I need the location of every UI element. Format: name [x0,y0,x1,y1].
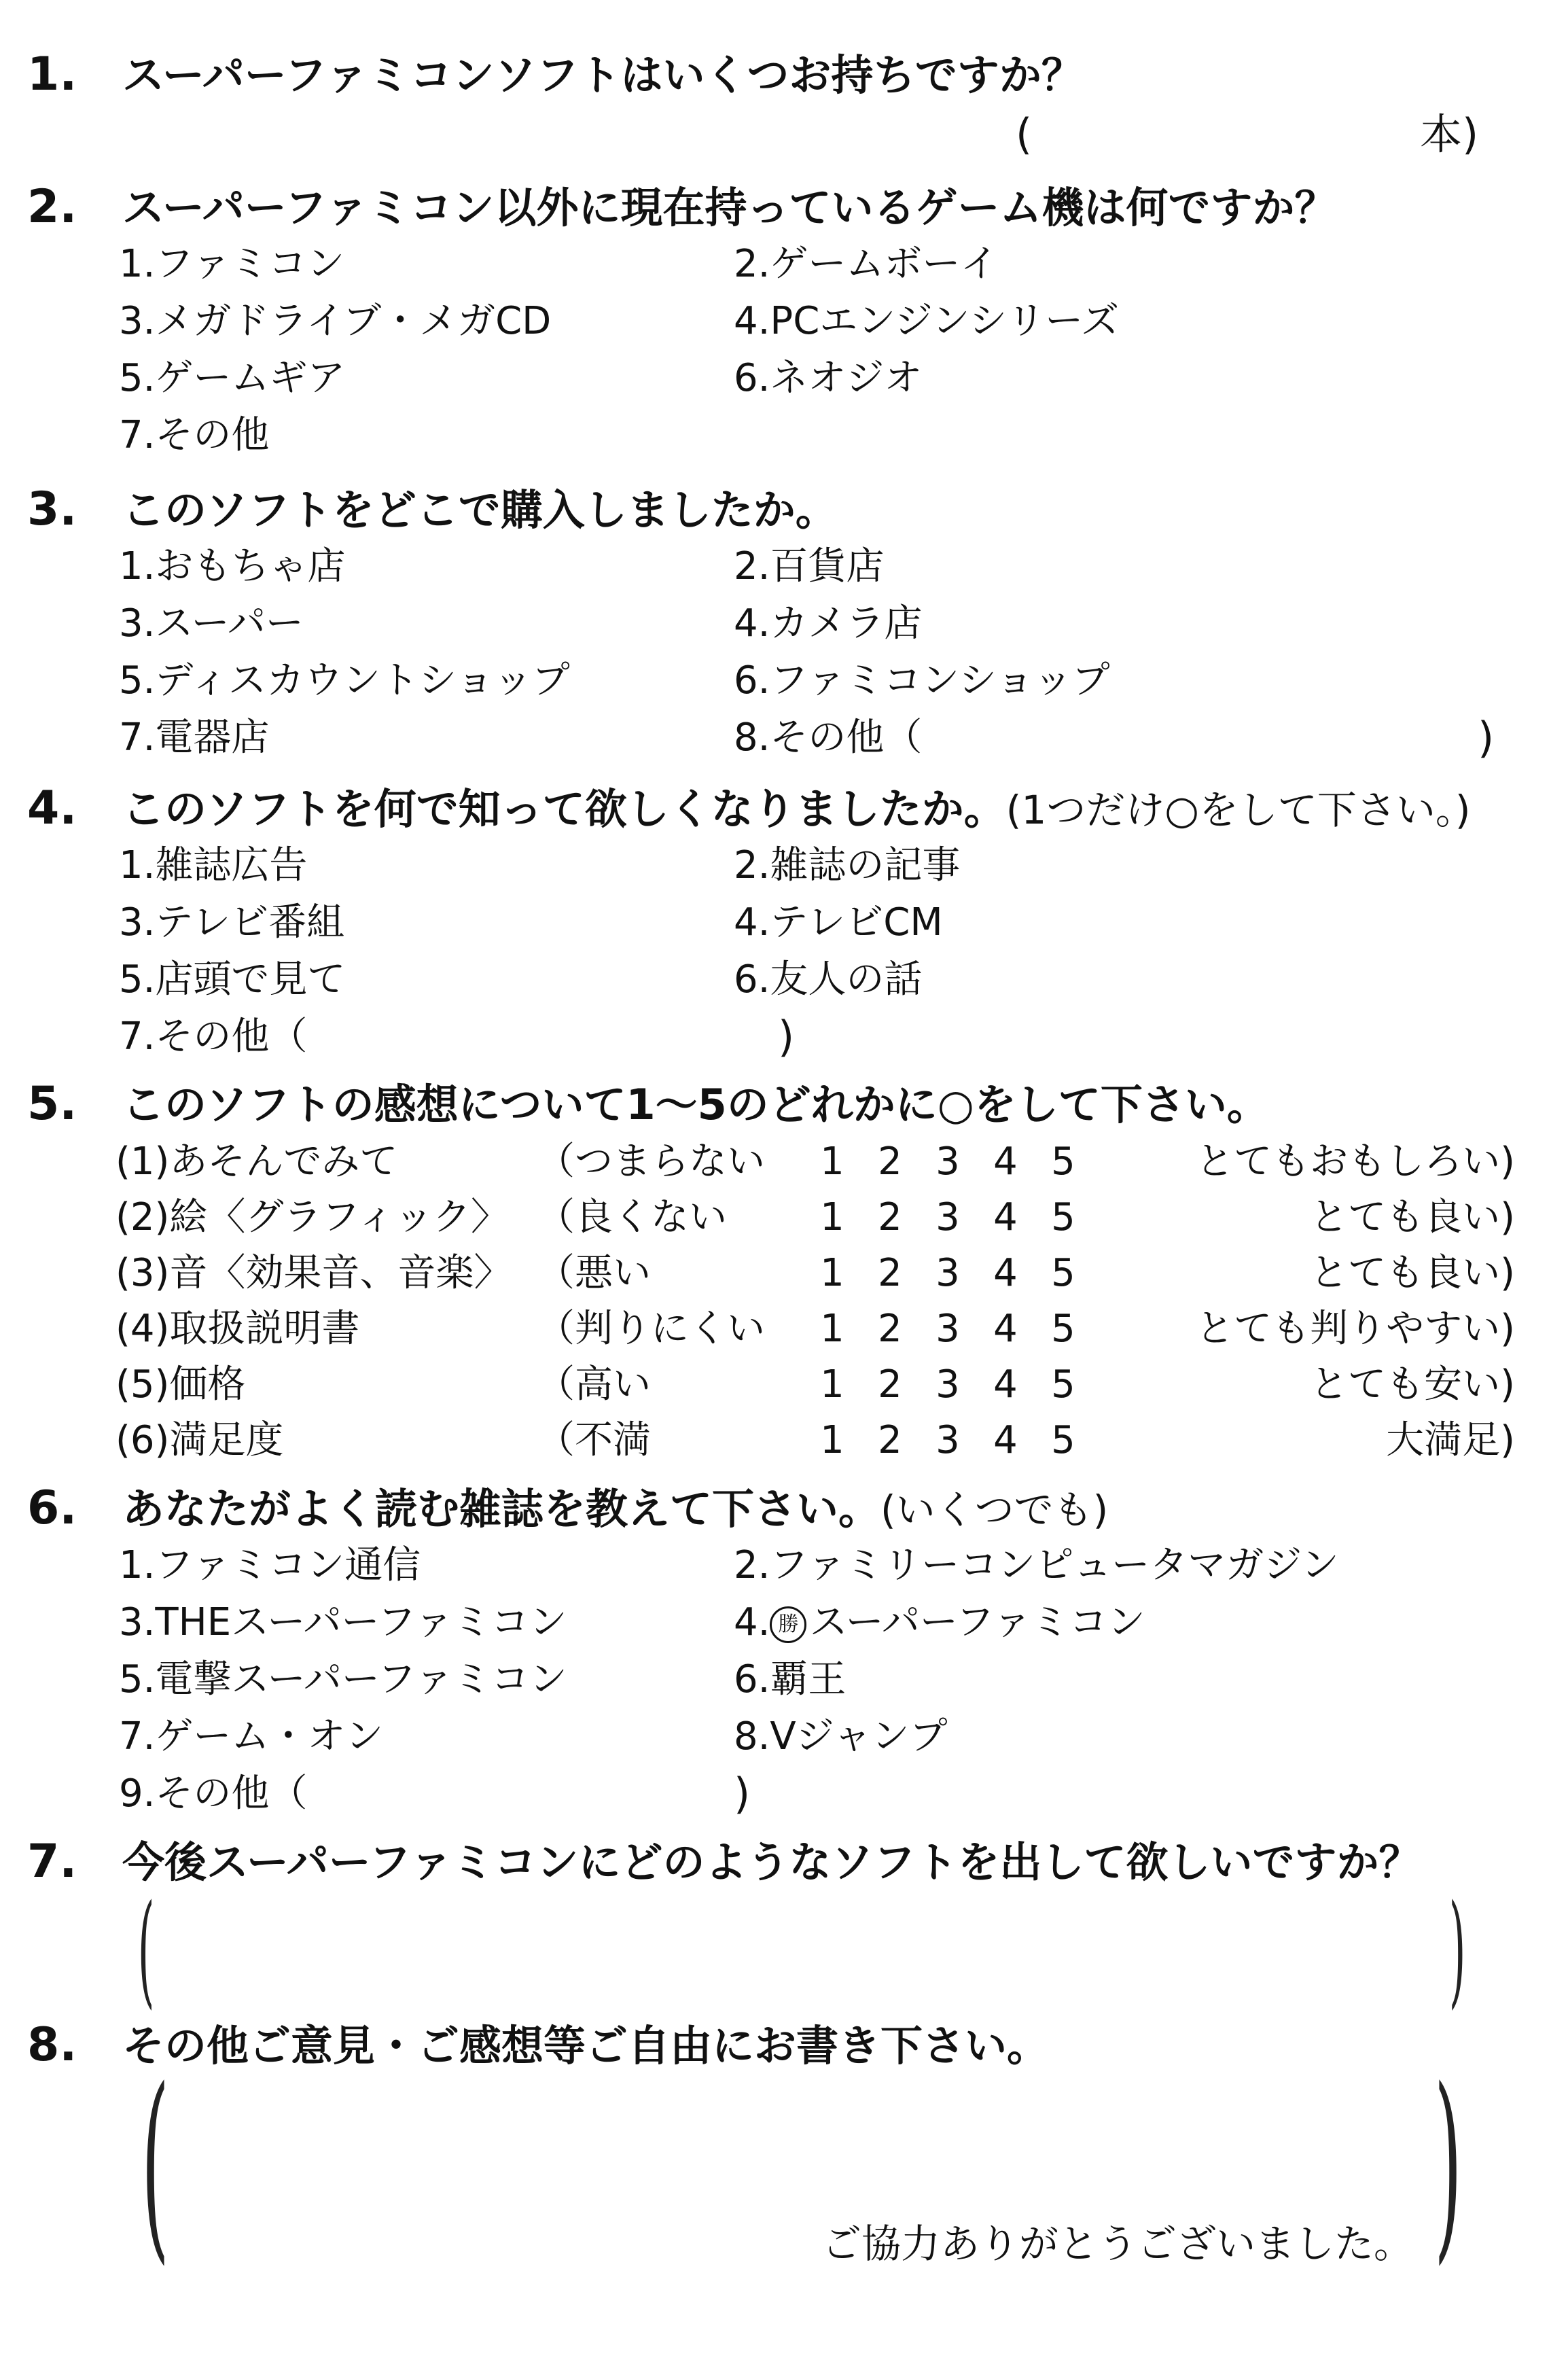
rating-row [115,1135,1515,1189]
option-item[interactable]: 2.百貨店 [734,544,885,588]
option-item[interactable]: 2.雑誌の記事 [734,843,961,887]
rating-high-anchor: とてもおもしろい) [1196,1140,1515,1184]
rating-option-1[interactable]: 1 [820,1307,844,1351]
option-item[interactable]: 4.PCエンジンシリーズ [734,299,1120,343]
rating-low-anchor: （判りにくい [537,1307,765,1351]
option-item[interactable]: 1.おもちゃ店 [119,544,346,588]
rating-low-anchor: （不満 [537,1418,651,1462]
option-item[interactable]: 6.ネオジオ [734,356,923,400]
option-item[interactable]: 8.Vジャンプ [734,1714,948,1759]
question-number: 3. [27,482,77,536]
rating-option-2[interactable]: 2 [878,1251,902,1295]
rating-option-5[interactable]: 5 [1051,1418,1075,1462]
rating-label: (4)取扱説明書 [115,1307,360,1351]
question-1-heading [27,48,1084,103]
question-number: 5. [27,1077,77,1131]
rating-option-2[interactable]: 2 [878,1307,902,1351]
question-number: 2. [27,180,77,234]
rating-label: (5)価格 [115,1362,246,1407]
question-text: このソフトを何で知って欲しくなりましたか。 [122,784,1006,834]
option-item[interactable] [734,1598,1145,1647]
question-text: あなたがよく読む雑誌を教えて下さい。 [122,1484,881,1534]
option-item[interactable]: 6.ファミコンショップ [734,658,1110,703]
question-note: (いくつでも) [880,1487,1109,1533]
rating-option-3[interactable]: 3 [936,1195,960,1239]
rating-option-1[interactable]: 1 [820,1251,844,1295]
thank-you-note: ご協力ありがとうございました。 [822,2221,1414,2267]
option-label: スーパーファミコン [809,1600,1145,1644]
question-4-heading [27,781,1471,837]
rating-option-2[interactable]: 2 [878,1140,902,1184]
option-item[interactable]: 4.テレビCM [734,900,943,945]
option-item[interactable]: 2.ゲームボーイ [734,242,999,286]
option-item[interactable]: 1.ファミコン [119,242,345,286]
rating-option-1[interactable]: 1 [820,1140,844,1184]
rating-high-anchor: 大満足) [1386,1418,1515,1462]
option-item-other[interactable]: 9.その他（ [119,1771,308,1816]
rating-option-5[interactable]: 5 [1051,1307,1075,1351]
rating-low-anchor: （悪い [537,1251,651,1295]
question-text: その他ご意見・ご感想等ご自由にお書き下さい。 [122,2021,1050,2070]
rating-high-anchor: とても良い) [1310,1195,1515,1239]
rating-option-3[interactable]: 3 [936,1140,960,1184]
question-3-heading [27,482,838,537]
question-text: スーパーファミコン以外に現在持っているゲーム機は何ですか？ [122,183,1337,232]
rating-row [115,1358,1515,1412]
question-2-heading [27,180,1336,235]
rating-high-anchor: とても良い) [1310,1251,1515,1295]
question-number: 4. [27,781,77,835]
option-item[interactable]: 5.ディスカウントショップ [119,658,570,703]
close-bracket-glyph: ) [1433,2045,1462,2282]
rating-label: (3)音〈効果音、音楽〉 [115,1251,512,1295]
rating-option-4[interactable]: 4 [993,1251,1018,1295]
rating-option-5[interactable]: 5 [1051,1362,1075,1407]
rating-label: (6)満足度 [115,1418,284,1462]
rating-option-3[interactable]: 3 [936,1362,960,1407]
free-answer-area[interactable] [136,1879,1467,2021]
rating-high-anchor: とても安い) [1310,1362,1515,1407]
rating-option-4[interactable]: 4 [993,1195,1018,1239]
rating-option-4[interactable]: 4 [993,1362,1018,1407]
option-item[interactable]: 1.雑誌広告 [119,843,308,887]
rating-low-anchor: （高い [537,1362,651,1407]
rating-option-2[interactable]: 2 [878,1362,902,1407]
question-5-heading [27,1077,1269,1132]
option-item[interactable]: 6.友人の話 [734,957,923,1002]
option-item[interactable]: 7.ゲーム・オン [119,1714,384,1759]
question-number: 8. [27,2018,77,2072]
rating-high-anchor: とても判りやすい) [1196,1307,1515,1351]
option-item[interactable]: 2.ファミリーコンピュータマガジン [734,1543,1339,1587]
close-paren: ) [1478,713,1495,762]
answer-open-paren: ( [1016,109,1033,159]
option-item[interactable]: 4.カメラ店 [734,601,923,646]
close-paren: ) [734,1769,751,1818]
rating-row [115,1302,1515,1356]
rating-label: (2)絵〈グラフィック〉 [115,1195,509,1239]
circled-kachi-icon: 勝 [770,1606,806,1643]
rating-option-5[interactable]: 5 [1051,1195,1075,1239]
rating-low-anchor: （つまらない [537,1140,765,1184]
rating-option-4[interactable]: 4 [993,1140,1018,1184]
option-item[interactable]: 3.スーパー [119,601,304,646]
rating-row [115,1413,1515,1468]
rating-row [115,1191,1515,1245]
rating-option-4[interactable]: 4 [993,1307,1018,1351]
option-item[interactable]: 5.店頭で見て [119,957,346,1002]
open-bracket-glyph: ( [141,2045,170,2282]
option-item[interactable]: 3.テレビ番組 [119,900,345,945]
rating-option-3[interactable]: 3 [936,1307,960,1351]
option-item[interactable]: 7.その他 [119,413,270,457]
option-item-other[interactable]: 7.その他（ [119,1015,308,1059]
rating-option-1[interactable]: 1 [820,1195,844,1239]
rating-label: (1)あそんでみて [115,1140,398,1184]
option-item[interactable]: 5.ゲームギア [119,356,346,400]
question-text: このソフトをどこで購入しましたか。 [122,485,838,535]
rating-option-1[interactable]: 1 [820,1418,844,1462]
question-text: このソフトの感想について1～5のどれかに○をして下さい。 [122,1080,1269,1129]
close-paren: ) [778,1012,795,1061]
rating-option-1[interactable]: 1 [820,1362,844,1407]
question-number: 7. [27,1835,77,1888]
rating-option-4[interactable]: 4 [993,1418,1018,1462]
rating-option-5[interactable]: 5 [1051,1140,1075,1184]
rating-option-2[interactable]: 2 [878,1195,902,1239]
option-item[interactable]: 3.メガドライブ・メガCD [119,299,552,343]
rating-low-anchor: （良くない [537,1195,727,1239]
rating-option-5[interactable]: 5 [1051,1251,1075,1295]
question-number: 6. [27,1481,77,1535]
option-item[interactable]: 6.覇王 [734,1657,847,1702]
rating-row [115,1246,1515,1301]
open-bracket-glyph: ( [137,1879,155,2021]
question-number: 1. [27,48,77,101]
close-bracket-glyph: ) [1448,1879,1466,2021]
rating-option-2[interactable]: 2 [878,1418,902,1462]
question-note: (1つだけ○をして下さい。) [1005,787,1471,833]
question-7-heading [27,1835,1421,1890]
option-item[interactable]: 7.電器店 [119,716,270,760]
rating-option-3[interactable]: 3 [936,1251,960,1295]
question-8-heading [27,2018,1049,2073]
option-item-other[interactable]: 8.その他（ [734,716,923,760]
question-text: 今後スーパーファミコンにどのようなソフトを出して欲しいですか？ [122,1837,1421,1887]
option-item[interactable]: 5.電撃スーパーファミコン [119,1657,567,1702]
question-6-heading [27,1481,1108,1537]
answer-unit-close: 本) [1420,109,1479,159]
rating-option-3[interactable]: 3 [936,1418,960,1462]
question-text: スーパーファミコンソフトはいくつお持ちですか？ [122,50,1084,100]
option-item[interactable]: 3.THEスーパーファミコン [119,1600,567,1644]
option-item[interactable]: 1.ファミコン通信 [119,1543,421,1587]
option-number: 4. [734,1600,770,1644]
